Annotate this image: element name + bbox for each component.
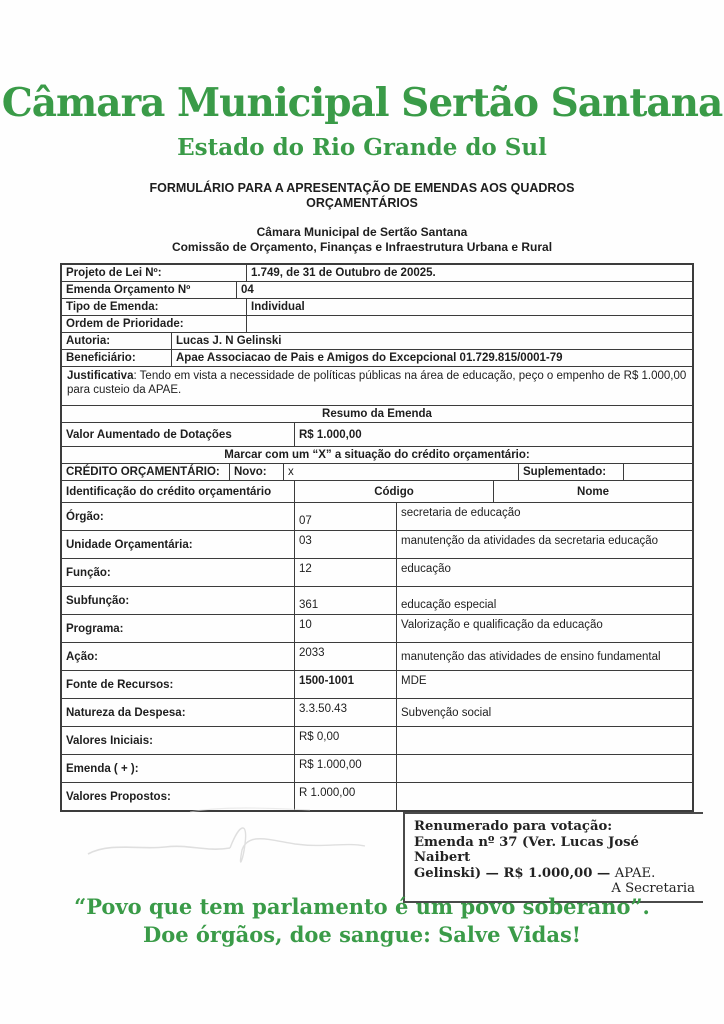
stamp-line3-bold: Gelinski) — R$ 1.000,00 — (414, 865, 615, 881)
table-row (62, 316, 692, 333)
name-value (397, 727, 692, 754)
code-value: 03 (295, 531, 397, 558)
code-value: R$ 1.000,00 (295, 755, 397, 782)
form-title-line1: FORMULÁRIO PARA A APRESENTAÇÃO DE EMENDAS AOS QUADROS (149, 181, 575, 195)
row-label: Emenda ( + ): (62, 755, 295, 782)
row-label: Órgão: (62, 503, 295, 530)
name-value: manutenção da atividades da secretaria educação (401, 535, 659, 547)
stamp-line2: Emenda nº 37 (Ver. Lucas José Naibert (414, 834, 639, 865)
table-row-orgao (62, 503, 692, 531)
budget-credit-row (62, 464, 692, 481)
mark-instruction-row (62, 447, 692, 464)
row-label: Valores Iniciais: (62, 727, 295, 754)
name-value: MDE (401, 675, 427, 687)
table-row-subfuncao (62, 587, 692, 615)
identification-header-row (62, 481, 692, 503)
table-row-programa (62, 615, 692, 643)
supplemented-checkbox[interactable] (624, 464, 692, 480)
table-row (62, 265, 692, 282)
justification-label: Justificativa (67, 370, 134, 382)
stamp-line3 (414, 866, 695, 882)
org-line2: Comissão de Orçamento, Finanças e Infraestrutura Urbana e Rural (171, 239, 553, 254)
table-row-natureza (62, 699, 692, 727)
form-title-line2: ORÇAMENTÁRIOS (306, 196, 418, 210)
org-line1: Câmara Municipal de Sertão Santana (256, 225, 468, 239)
code-value: 07 (295, 503, 397, 530)
row-label: Valor Aumentado de Dotações (62, 423, 295, 446)
summary-header-row (62, 406, 692, 423)
row-label: Emenda Orçamento Nº (62, 282, 237, 298)
page-title: Câmara Municipal Sertão Santana (1, 80, 723, 126)
increased-value-row (62, 423, 692, 447)
table-row-emenda (62, 755, 692, 783)
code-value: 1500-1001 (295, 671, 397, 698)
supplemented-label: Suplementado: (519, 464, 624, 480)
footer-slogan: Doe órgãos, doe sangue: Salve Vidas! (143, 922, 581, 947)
table-row-acao (62, 643, 692, 671)
table-row (62, 299, 692, 316)
row-label: Autoria: (62, 333, 172, 349)
name-value: educação especial (401, 599, 497, 611)
code-value: 10 (295, 615, 397, 642)
new-credit-checkbox[interactable]: x (284, 464, 519, 480)
code-value: R 1.000,00 (295, 783, 397, 810)
table-row-funcao (62, 559, 692, 587)
table-row-valores-iniciais (62, 727, 692, 755)
summary-header: Resumo da Emenda (322, 408, 432, 420)
org-block (0, 225, 724, 254)
row-label: Ordem de Prioridade: (62, 316, 247, 332)
code-value: 3.3.50.43 (295, 699, 397, 726)
row-label: Subfunção: (62, 587, 295, 614)
justification-row (62, 367, 692, 406)
row-value: R$ 1.000,00 (299, 428, 362, 441)
justification-text: : Tendo em vista a necessidade de políticas públicas na área de educação, peço o empenho de R$ 1.000,00 para custeio da APAE. (67, 370, 687, 396)
stamp-signoff: A Secretaria (611, 881, 695, 896)
row-label: Fonte de Recursos: (62, 671, 295, 698)
form-title (0, 181, 724, 211)
row-value: 1.749, de 31 de Outubro de 20025. (251, 267, 436, 279)
page-subtitle: Estado do Rio Grande do Sul (177, 134, 547, 161)
row-label: Natureza da Despesa: (62, 699, 295, 726)
name-value: secretaria de educação (401, 507, 521, 519)
table-row (62, 333, 692, 350)
row-label: Projeto de Lei Nº: (62, 265, 247, 281)
row-label: Função: (62, 559, 295, 586)
stamp-line1: Renumerado para votação: (414, 819, 613, 834)
code-value: 2033 (295, 643, 397, 670)
name-value: manutenção das atividades de ensino fundamental (401, 650, 661, 663)
identification-header: Identificação do crédito orçamentário (62, 481, 295, 502)
name-value (397, 783, 692, 810)
name-value: Subvenção social (401, 706, 492, 719)
footer-quote: “Povo que tem parlamento é um povo soberano”. (74, 894, 650, 919)
table-row-fonte (62, 671, 692, 699)
row-value: Individual (251, 301, 305, 313)
row-label: Valores Propostos: (62, 783, 295, 810)
table-row (62, 282, 692, 299)
signature-mark (70, 792, 380, 882)
mark-instruction: Marcar com um “X” a situação do crédito orçamentário: (224, 449, 530, 461)
row-value: Lucas J. N Gelinski (176, 335, 282, 347)
table-row-unidade (62, 531, 692, 559)
row-value (247, 316, 692, 332)
row-value: 04 (241, 284, 254, 296)
credit-label: CRÉDITO ORÇAMENTÁRIO: (62, 464, 230, 480)
stamp-line3-regular: APAE. (614, 865, 656, 881)
code-header: Código (295, 481, 494, 502)
name-value: Valorização e qualificação da educação (401, 619, 603, 631)
name-value (397, 755, 692, 782)
new-credit-label: Novo: (230, 464, 284, 480)
code-value: 361 (295, 587, 397, 614)
row-label: Programa: (62, 615, 295, 642)
row-label: Tipo de Emenda: (62, 299, 247, 315)
code-value: 12 (295, 559, 397, 586)
row-label: Ação: (62, 643, 295, 670)
row-label: Unidade Orçamentária: (62, 531, 295, 558)
row-label: Beneficiário: (62, 350, 172, 366)
amendment-form-table (60, 263, 694, 812)
row-value: Apae Associacao de Pais e Amigos do Excepcional 01.729.815/0001-79 (176, 352, 563, 364)
name-value: educação (401, 563, 451, 575)
name-header: Nome (577, 485, 609, 498)
renumbering-stamp-box (403, 812, 703, 903)
code-value: R$ 0,00 (295, 727, 397, 754)
table-row (62, 350, 692, 367)
